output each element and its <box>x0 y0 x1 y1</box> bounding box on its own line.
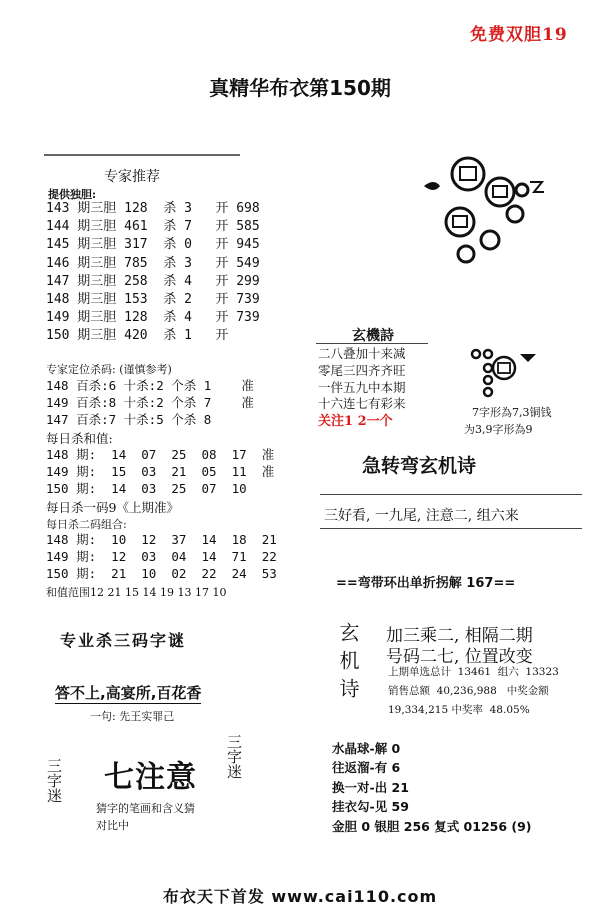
riddle-note-1: 猜字的笔画和含义猜 <box>96 802 195 815</box>
poem-line: 一伴五九中本期 <box>318 379 406 395</box>
coin-note-1: 7字形為7,3铜钱 <box>472 406 552 419</box>
riddle-side-left: 三字迷 <box>45 758 63 803</box>
xuanji-stat-1: 上期单选总计 13461 组六 13323 <box>388 666 559 678</box>
list-item: 149 期三胆 128 杀 4 开 739 <box>46 310 260 326</box>
list-item: 147 期三胆 258 杀 4 开 299 <box>46 273 260 289</box>
xuanji-line: 三好看, 一九尾, 注意二, 组六来 <box>324 508 519 524</box>
xuanji-poem-line-1: 加三乘二, 相隔二期 <box>386 626 533 646</box>
position-kill-list <box>46 377 254 428</box>
list-item: 换一对-出 21 <box>332 779 409 795</box>
divider <box>320 528 582 529</box>
list-item: 148 期三胆 153 杀 2 开 739 <box>46 292 260 308</box>
list-item: 挂衣勾-见 59 <box>332 799 409 815</box>
list-item: 150 期三胆 420 杀 1 开 <box>46 328 229 344</box>
coin-icon <box>486 178 514 206</box>
expert-list <box>46 200 260 346</box>
daily-sum-title: 每日杀和值: <box>46 431 113 446</box>
crystal-list <box>332 739 532 836</box>
list-item: 143 期三胆 128 杀 3 开 698 <box>46 201 260 216</box>
poem-line: 二八叠加十来减 <box>318 346 406 361</box>
riddle-hint: 一句: 先王实罪己 <box>90 710 175 723</box>
poem-line: 零尾三四齐齐旺 <box>318 362 406 378</box>
poem-title: 玄機詩 <box>352 328 394 344</box>
xuanji-poem-line-2: 号码二七, 位置改变 <box>386 647 533 667</box>
list-item: 往返溜-有 6 <box>332 760 401 776</box>
expert-subtitle: 提供独胆: <box>48 188 97 201</box>
xuanji-title: 急转弯玄机诗 <box>362 455 477 477</box>
riddle-big: 七注意 <box>104 760 197 795</box>
coins-illustration <box>420 152 550 272</box>
daily-sum-list <box>46 446 274 497</box>
list-item: 145 期三胆 317 杀 0 开 945 <box>46 237 260 253</box>
list-item: 150 期: 14 03 25 07 10 <box>46 481 247 496</box>
expert-title: 专家推荐 <box>104 169 160 185</box>
riddle-note-2: 对比中 <box>96 819 129 832</box>
page-title: 真精华布衣第150期 <box>209 76 391 100</box>
coin-cluster-icon <box>462 344 542 400</box>
list-item: 147 百杀:7 十杀:5 个杀 8 <box>46 412 212 427</box>
list-item: 149 百杀:8 十杀:2 个杀 7 准 <box>46 395 254 410</box>
daily-one: 每日杀一码9《上期准》 <box>46 500 179 515</box>
xuanji-decode: ==弯带环出单折拐解 167== <box>336 576 516 591</box>
list-item: 150 期: 21 10 02 22 24 53 <box>46 566 277 581</box>
daily-two-list <box>46 531 277 582</box>
coin-icon <box>452 158 484 190</box>
divider <box>44 154 240 156</box>
coin-icon <box>446 208 474 236</box>
riddle-side-right: 三字迷 <box>225 734 243 779</box>
xuanji-stat-3: 19,334,215 中奖率 48.05% <box>388 704 530 716</box>
position-kill-title: 专家定位杀码: (谨慎参考) <box>46 363 172 376</box>
sum-range: 和值范围12 21 15 14 19 13 17 10 <box>46 586 227 599</box>
riddle-answer: 答不上,高宴所,百花香 <box>55 684 202 702</box>
divider <box>316 343 428 344</box>
list-item: 149 期: 15 03 21 05 11 准 <box>46 464 275 479</box>
poem-line: 十六连七有彩来 <box>318 396 406 412</box>
list-item: 148 百杀:6 十杀:2 个杀 1 准 <box>46 378 254 393</box>
list-item: 149 期: 12 03 04 14 71 22 <box>46 549 277 564</box>
daily-two-title: 每日杀二码组合: <box>46 518 127 531</box>
xuanji-stat-2: 销售总额 40,236,988 中奖金额 <box>388 685 549 697</box>
poem-note: 关注1 2一个 <box>318 414 393 430</box>
poem-lines <box>318 346 424 431</box>
list-item: 146 期三胆 785 杀 3 开 549 <box>46 255 260 271</box>
riddle-title: 专业杀三码字谜 <box>60 631 187 650</box>
divider <box>320 494 582 495</box>
list-item: 水晶球-解 0 <box>332 741 401 756</box>
coin-note-2: 为3,9字形為9 <box>464 423 533 436</box>
list-item: 148 期: 10 12 37 14 18 21 <box>46 532 277 547</box>
xuanji-side: 玄机诗 <box>336 622 360 706</box>
list-item: 148 期: 14 07 25 08 17 准 <box>46 447 275 462</box>
list-item: 144 期三胆 461 杀 7 开 585 <box>46 219 260 235</box>
corner-label: 免费双胆19 <box>470 25 568 45</box>
list-item: 金胆 0 银胆 256 复式 01256 (9) <box>332 818 532 834</box>
footer-text: 布衣天下首发 www.cai110.com <box>162 887 438 906</box>
